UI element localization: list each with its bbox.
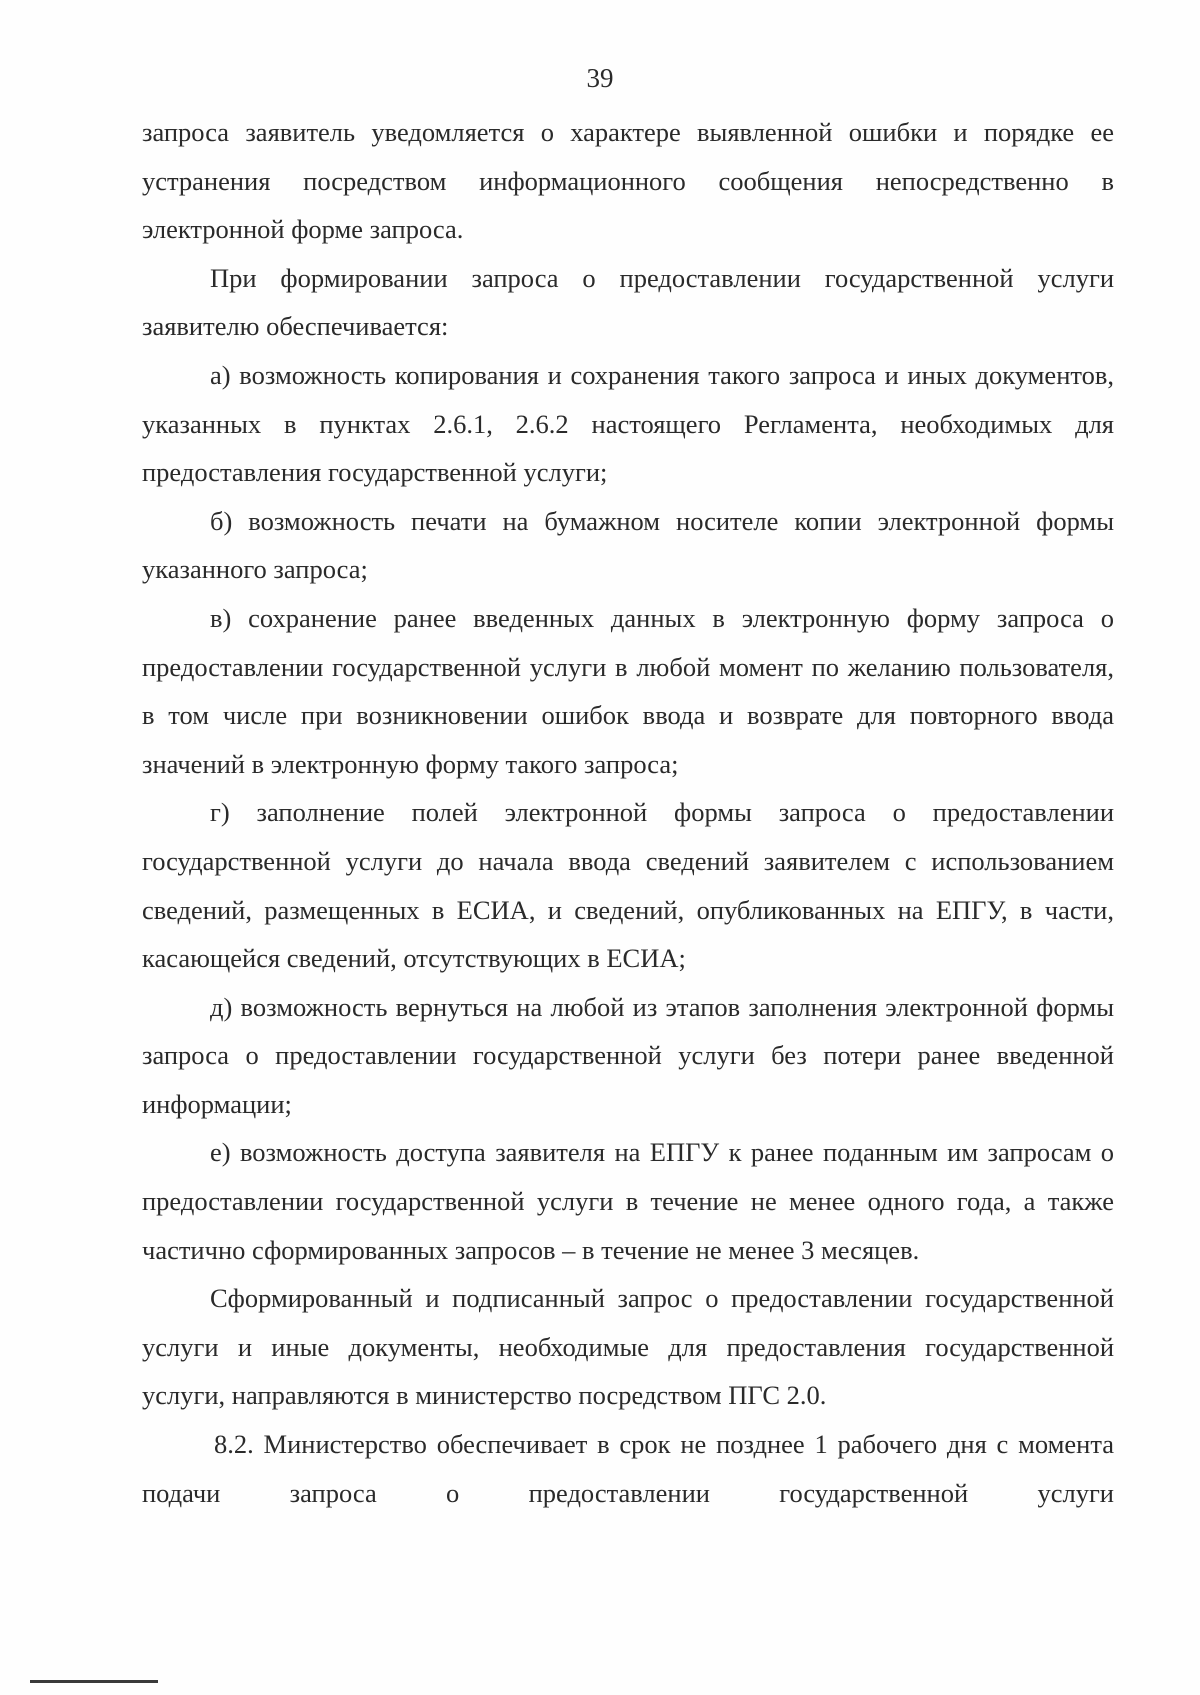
paragraph-section-8-2: 8.2. Министерство обеспечивает в срок не позднее 1 рабочего дня с момента подачи запроса о предоставлении государственной услуги — [142, 1429, 1114, 1508]
list-item-v: в) сохранение ранее введенных данных в электронную форму запроса о предоставлении государственной услуги в любой момент по желанию пользователя, в том числе при возникновении ошибок ввода и возврате для повторного ввода значений в электронную форму такого запроса; — [142, 602, 1114, 779]
list-item-d: д) возможность вернуться на любой из этапов заполнения электронной формы запроса о предоставлении государственной услуги без потери ранее введенной информации; — [142, 991, 1114, 1119]
list-item-g: г) заполнение полей электронной формы запроса о предоставлении государственной услуги до начала ввода сведений заявителем с использованием сведений, размещенных в ЕСИА, и сведений, опубликованных на ЕПГУ, в части, касающейся сведений, отсутствующих в ЕСИА; — [142, 797, 1114, 974]
list-item-e: е) возможность доступа заявителя на ЕПГУ к ранее поданным им запросам о предоставлении государственной услуги в течение не менее одного года, а также частично сформированных запросов – в течение не менее 3 месяцев. — [142, 1137, 1114, 1265]
list-item-b: б) возможность печати на бумажном носителе копии электронной формы указанного запроса; — [142, 505, 1114, 585]
footer-rule — [30, 1680, 158, 1683]
document-body — [142, 108, 1114, 1517]
list-item-a: а) возможность копирования и сохранения такого запроса и иных документов, указанных в пунктах 2.6.1, 2.6.2 настоящего Регламента, необходимых для предоставления государственной услуги; — [142, 359, 1114, 488]
paragraph-submission: Сформированный и подписанный запрос о предоставлении государственной услуги и иные документы, необходимые для предоставления государственной услуги, направляются в министерство посредством ПГС 2.0. — [142, 1283, 1114, 1411]
page-number: 39 — [586, 63, 614, 93]
paragraph-continuation: запроса заявитель уведомляется о характере выявленной ошибки и порядке ее устранения посредством информационного сообщения непосредственно в электронной форме запроса. — [142, 117, 1114, 245]
paragraph-request-forming: При формировании запроса о предоставлении государственной услуги заявителю обеспечивается: — [142, 262, 1114, 342]
